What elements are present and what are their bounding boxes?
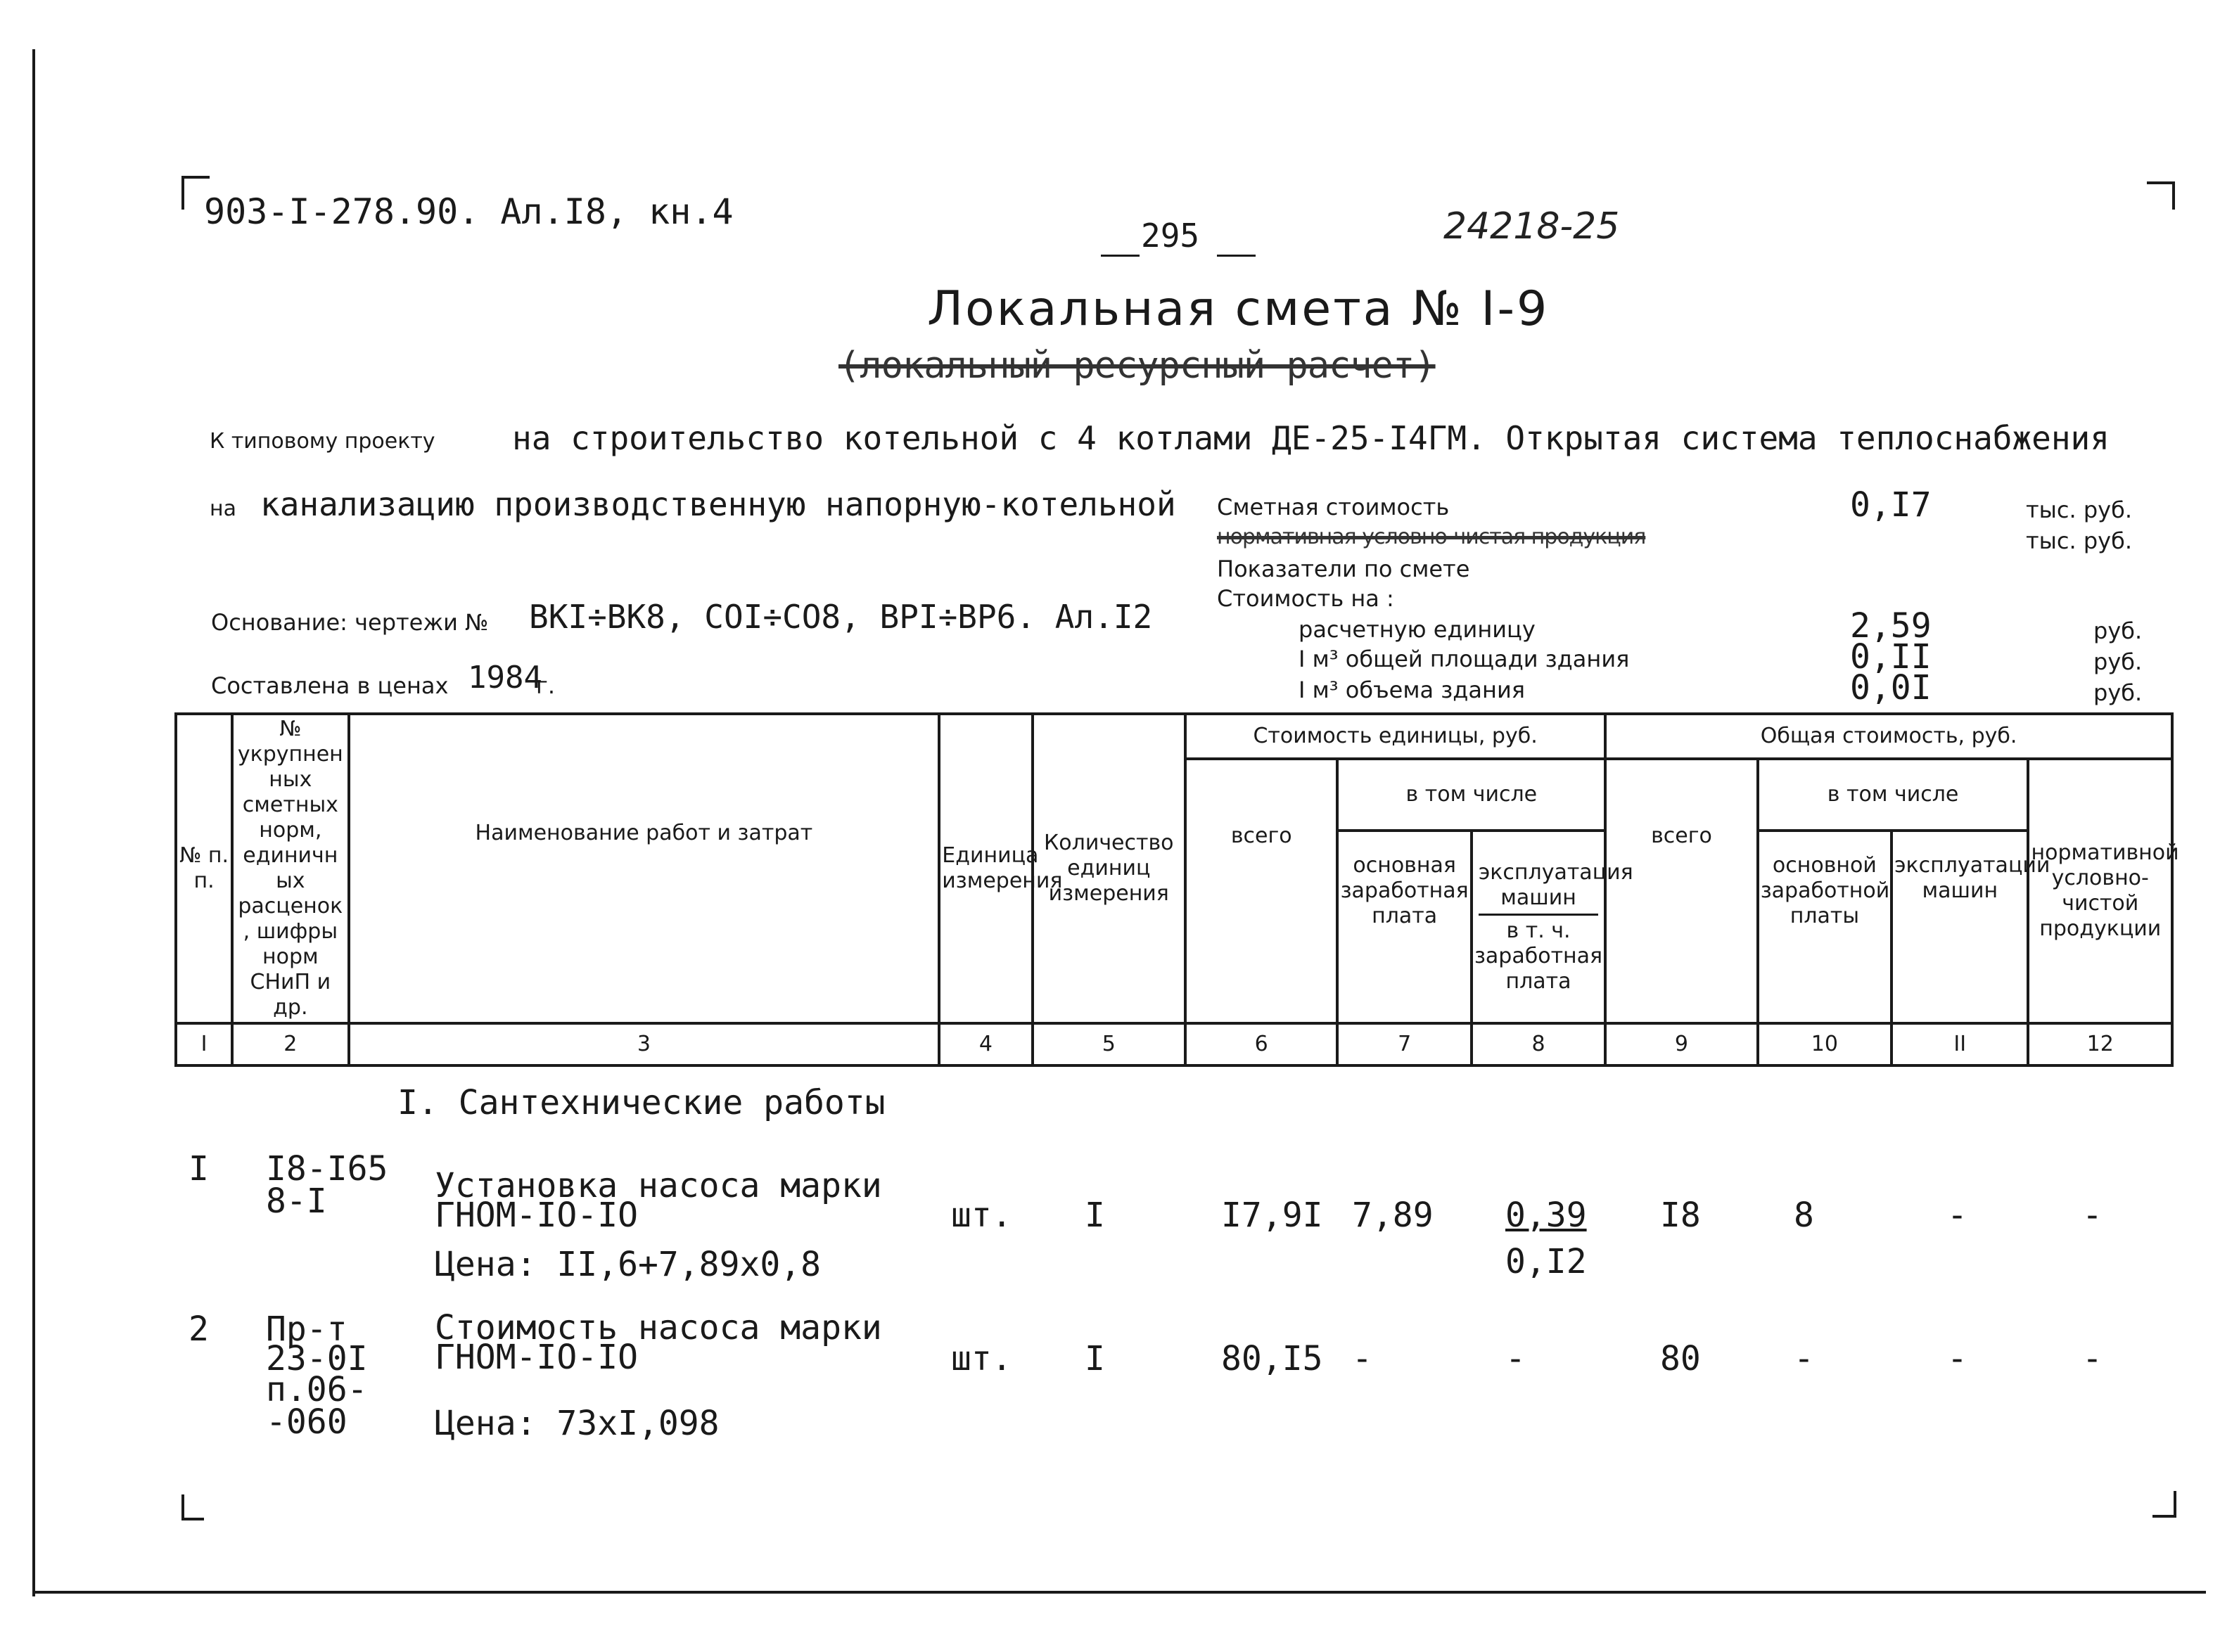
row-unit: шт. bbox=[951, 1339, 1012, 1378]
col-header-qty: Количество единиц измерения bbox=[1033, 714, 1185, 1023]
col-number-2: 2 bbox=[232, 1023, 348, 1065]
row-code: Пр-т bbox=[266, 1310, 347, 1349]
estimate-table-header bbox=[174, 712, 2179, 1067]
summary-volume-unit: руб. bbox=[2093, 679, 2143, 706]
col-header-incl-unit: в том числе bbox=[1337, 759, 1605, 831]
summary-area-unit: руб. bbox=[2093, 648, 2143, 675]
summary-cost-value: 0,I7 bbox=[1850, 485, 1932, 525]
summary-volume-value: 0,0I bbox=[1850, 668, 1932, 707]
summary-indicators-label: Показатели по смете bbox=[1217, 556, 1470, 582]
col-header-8-bottom: в т. ч. заработная плата bbox=[1474, 918, 1603, 994]
row-sum-machines: - bbox=[1947, 1196, 1967, 1235]
row-total: I7,9I bbox=[1221, 1196, 1323, 1235]
col-header-11: эксплуатации машин bbox=[1892, 831, 2028, 1023]
row-code: 23-0I bbox=[266, 1339, 368, 1378]
row-name: ГНОМ-IO-IO bbox=[435, 1196, 638, 1235]
row-number: I bbox=[189, 1149, 209, 1189]
row-price-formula: Цена: 73хI,098 bbox=[435, 1404, 720, 1443]
col-header-name: Наименование работ и затрат bbox=[349, 714, 940, 1023]
col-header-code: № укрупненных сметных норм, единичных расценок, шифры норм СНиП и др. bbox=[232, 714, 348, 1023]
row-machines: 0,39 bbox=[1505, 1196, 1587, 1235]
summary-volume-label: I м³ объема здания bbox=[1299, 677, 1525, 703]
basis-label: Основание: чертежи № bbox=[211, 609, 489, 636]
summary-area-label: I м³ общей площади здания bbox=[1299, 646, 1630, 672]
page-number-underline-right bbox=[1217, 255, 1256, 257]
document-code: 903-I-278.90. Ал.I8, кн.4 bbox=[204, 191, 734, 232]
col-header-10: основной заработной платы bbox=[1758, 831, 1892, 1023]
bottom-margin-line bbox=[32, 1591, 2206, 1594]
corner-mark-bottom-left bbox=[181, 1494, 184, 1520]
col-header-12: нормативной условно-чистой продукции bbox=[2028, 759, 2172, 1023]
col-number-11: II bbox=[1892, 1023, 2028, 1065]
estimate-title: Локальная смета № I-9 bbox=[927, 281, 1550, 337]
page-number: 295 bbox=[1141, 217, 1200, 255]
project-on-value: канализацию производственную напорную-котельной bbox=[260, 485, 1176, 523]
left-margin-line bbox=[32, 49, 35, 1596]
row-sum-machines: - bbox=[1947, 1339, 1967, 1378]
summary-unit-value: 2,59 bbox=[1850, 606, 1932, 646]
row-qty: I bbox=[1085, 1196, 1105, 1235]
row-sum-salary: - bbox=[1794, 1339, 1814, 1378]
row-qty: I bbox=[1085, 1339, 1105, 1378]
col-number-4: 4 bbox=[939, 1023, 1032, 1065]
row-code: -060 bbox=[266, 1402, 347, 1442]
summary-norm-unit: тыс. руб. bbox=[2026, 527, 2132, 554]
row-machines-salary: 0,I2 bbox=[1505, 1242, 1587, 1281]
corner-mark-top-right bbox=[2172, 181, 2175, 210]
corner-mark-bottom-right bbox=[2174, 1491, 2176, 1516]
project-on-label: на bbox=[210, 497, 236, 521]
col-header-7: основная заработная плата bbox=[1337, 831, 1471, 1023]
row-machines: - bbox=[1505, 1339, 1526, 1378]
row-salary: 7,89 bbox=[1352, 1196, 1434, 1235]
col-header-6: всего bbox=[1185, 759, 1337, 1023]
prices-suffix: г. bbox=[536, 672, 555, 699]
col-number-12: 12 bbox=[2028, 1023, 2172, 1065]
col-number-5: 5 bbox=[1033, 1023, 1185, 1065]
project-to-label: К типовому проекту bbox=[210, 429, 435, 454]
summary-cost-per-label: Стоимость на : bbox=[1217, 585, 1394, 612]
corner-mark-bottom-left bbox=[181, 1518, 204, 1520]
col-header-8-top: эксплуатация машин bbox=[1479, 860, 1598, 916]
section-title: I. Сантехнические работы bbox=[397, 1083, 886, 1122]
row-number: 2 bbox=[189, 1310, 209, 1349]
handwritten-code: 24218-25 bbox=[1443, 205, 1620, 248]
col-number-8: 8 bbox=[1472, 1023, 1605, 1065]
summary-unit-label: расчетную единицу bbox=[1299, 616, 1536, 643]
col-number-10: 10 bbox=[1758, 1023, 1892, 1065]
summary-norm-label: нормативная условно-чистая продукция bbox=[1217, 525, 1646, 549]
page-number-underline-left bbox=[1101, 255, 1140, 257]
col-header-unit-cost: Стоимость единицы, руб. bbox=[1185, 714, 1605, 759]
row-name: Установка насоса марки bbox=[435, 1166, 882, 1205]
row-sum-norm: - bbox=[2082, 1196, 2103, 1235]
row-sum-total: I8 bbox=[1660, 1196, 1701, 1235]
row-code: 8-I bbox=[266, 1182, 327, 1221]
row-salary: - bbox=[1352, 1339, 1372, 1378]
row-sum-total: 80 bbox=[1660, 1339, 1701, 1378]
col-header-total-cost: Общая стоимость, руб. bbox=[1605, 714, 2172, 759]
prices-year: 1984 bbox=[468, 660, 542, 696]
row-unit: шт. bbox=[951, 1196, 1012, 1235]
col-number-7: 7 bbox=[1337, 1023, 1471, 1065]
row-code: I8-I65 bbox=[266, 1149, 388, 1189]
col-header-9: всего bbox=[1605, 759, 1757, 1023]
row-sum-salary: 8 bbox=[1794, 1196, 1814, 1235]
row-name: ГНОМ-IO-IO bbox=[435, 1338, 638, 1377]
row-name: Стоимость насоса марки bbox=[435, 1308, 882, 1347]
row-sum-norm: - bbox=[2082, 1339, 2103, 1378]
corner-mark-bottom-right bbox=[2152, 1515, 2176, 1518]
col-number-9: 9 bbox=[1605, 1023, 1757, 1065]
crossed-subtitle: (локальный ресурсный расчет) bbox=[838, 345, 1436, 387]
col-header-incl-total: в том числе bbox=[1758, 759, 2029, 831]
corner-mark-top-right bbox=[2147, 181, 2175, 184]
project-to-value: на строительство котельной с 4 котлами ДЕ-25-I4ГМ. Открытая система теплоснабжения bbox=[512, 419, 2110, 457]
summary-unit-unit: руб. bbox=[2093, 617, 2143, 644]
corner-mark-top-left bbox=[181, 176, 184, 210]
corner-mark-top-left bbox=[181, 176, 210, 179]
basis-value: ВКI÷ВК8, СОI÷СО8, ВРI÷ВР6. Ал.I2 bbox=[529, 598, 1153, 636]
col-number-1: I bbox=[176, 1023, 232, 1065]
prices-label: Составлена в ценах bbox=[211, 672, 449, 699]
col-header-unit: Единица измерения bbox=[939, 714, 1032, 1023]
col-number-6: 6 bbox=[1185, 1023, 1337, 1065]
row-price-formula: Цена: II,6+7,89х0,8 bbox=[435, 1245, 822, 1284]
col-header-8 bbox=[1472, 831, 1633, 1023]
row-total: 80,I5 bbox=[1221, 1339, 1323, 1378]
summary-cost-unit: тыс. руб. bbox=[2026, 497, 2132, 523]
row-code: п.06- bbox=[266, 1370, 368, 1409]
col-number-3: 3 bbox=[349, 1023, 940, 1065]
col-header-num: № п. п. bbox=[176, 714, 232, 1023]
summary-area-value: 0,II bbox=[1850, 637, 1932, 677]
summary-cost-label: Сметная стоимость bbox=[1217, 494, 1450, 520]
